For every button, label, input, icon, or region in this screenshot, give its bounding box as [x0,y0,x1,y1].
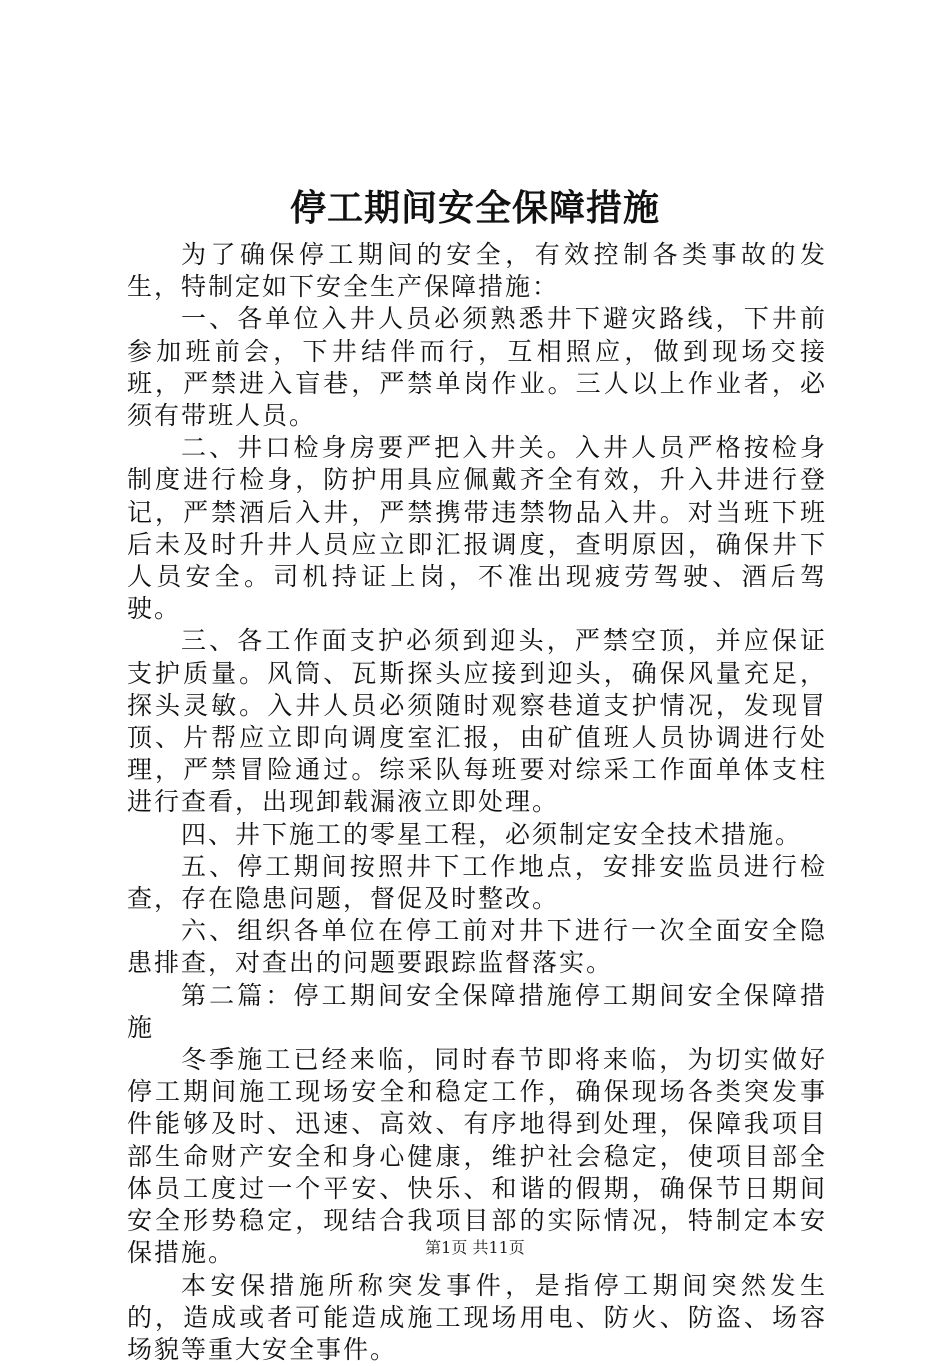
paragraph: 五、停工期间按照井下工作地点，安排安监员进行检查，存在隐患问题，督促及时整改。 [127,851,827,915]
paragraph: 本安保措施所称突发事件，是指停工期间突然发生的，造成或者可能造成施工现场用电、防火、防盗、场容场貌等重大安全事件。 [127,1270,827,1366]
paragraph: 四、井下施工的零星工程，必须制定安全技术措施。 [127,819,827,851]
page-footer: 第1页 共11页 [0,1238,950,1258]
paragraph: 六、组织各单位在停工前对井下进行一次全面安全隐患排查，对查出的问题要跟踪监督落实。 [127,915,827,979]
paragraph: 一、各单位入井人员必须熟悉井下避灾路线，下井前参加班前会，下井结伴而行，互相照应，做到现场交接班，严禁进入盲巷，严禁单岗作业。三人以上作业者，必须有带班人员。 [127,303,827,432]
paragraph: 三、各工作面支护必须到迎头，严禁空顶，并应保证支护质量。风筒、瓦斯探头应接到迎头，确保风量充足，探头灵敏。入井人员必须随时观察巷道支护情况，发现冒顶、片帮应立即向调度室汇报，由矿值班人员协调进行处理，严禁冒险通过。综采队每班要对综采工作面单体支柱进行查看，出现卸载漏液立即处理。 [127,625,827,818]
paragraph: 为了确保停工期间的安全，有效控制各类事故的发生，特制定如下安全生产保障措施： [127,239,827,303]
paragraph: 二、井口检身房要严把入井关。入井人员严格按检身制度进行检身，防护用具应佩戴齐全有效，升入井进行登记，严禁酒后入井，严禁携带违禁物品入井。对当班下班后未及时升井人员应立即汇报调度，查明原因，确保井下人员安全。司机持证上岗，不准出现疲劳驾驶、酒后驾驶。 [127,432,827,625]
document-body [127,239,827,1366]
page-title: 停工期间安全保障措施 [0,186,950,230]
section-heading: 第二篇：停工期间安全保障措施停工期间安全保障措施 [127,980,827,1044]
paragraph: 冬季施工已经来临，同时春节即将来临，为切实做好停工期间施工现场安全和稳定工作，确保现场各类突发事件能够及时、迅速、高效、有序地得到处理，保障我项目部生命财产安全和身心健康，维护社会稳定，使项目部全体员工度过一个平安、快乐、和谐的假期，确保节日期间安全形势稳定，现结合我项目部的实际情况，特制定本安保措施。 [127,1044,827,1269]
